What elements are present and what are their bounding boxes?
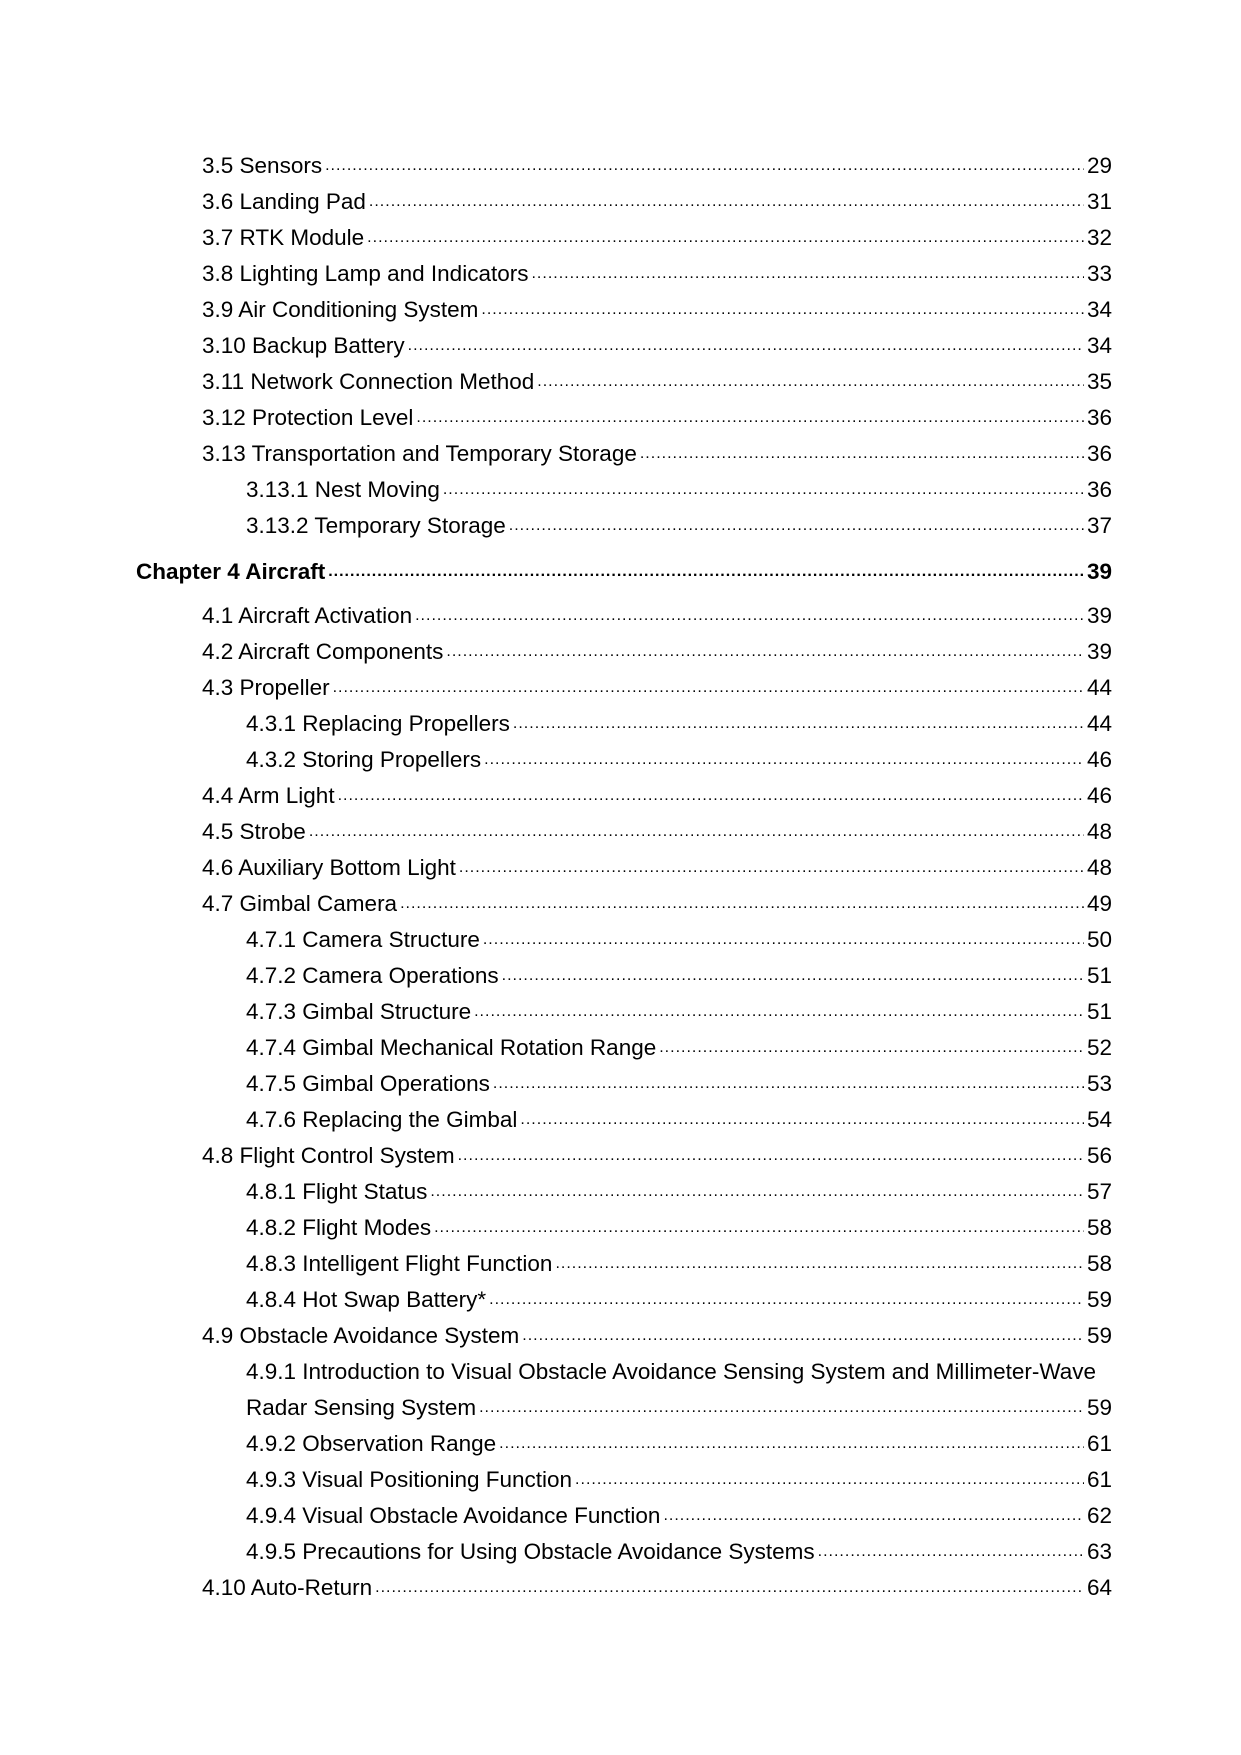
dot-leader	[458, 1138, 1084, 1174]
toc-entry-page: 63	[1086, 1539, 1112, 1564]
dot-leader	[415, 598, 1084, 634]
toc-entry-label-line2: Radar Sensing System	[246, 1395, 477, 1420]
toc-entry-page: 35	[1086, 369, 1112, 394]
toc-entry-page: 31	[1086, 189, 1112, 214]
toc-entry-page: 59	[1086, 1287, 1112, 1312]
toc-entry-page: 33	[1086, 261, 1112, 286]
toc-entry-label-line1: 4.9.1 Introduction to Visual Obstacle Avoidance Sensing System and Millimeter-Wave	[246, 1359, 1097, 1384]
toc-entry-page: 57	[1086, 1179, 1112, 1204]
toc-entry[interactable]	[136, 472, 1112, 508]
toc-entry[interactable]	[136, 292, 1112, 328]
toc-entry-page: 44	[1086, 711, 1112, 736]
toc-entry-page: 50	[1086, 927, 1112, 952]
toc-entry[interactable]	[136, 1174, 1112, 1210]
toc-entry[interactable]	[136, 598, 1112, 634]
toc-entry[interactable]	[136, 742, 1112, 778]
toc-entry[interactable]	[136, 328, 1112, 364]
dot-leader	[474, 994, 1084, 1030]
toc-entry-page: 61	[1086, 1431, 1112, 1456]
toc-entry-page: 61	[1086, 1467, 1112, 1492]
dot-leader	[499, 1426, 1084, 1462]
toc-entry-label: 4.7.1 Camera Structure	[246, 927, 480, 952]
toc-entry-label: 4.9.3 Visual Positioning Function	[246, 1467, 573, 1492]
toc-entry-label: 4.9 Obstacle Avoidance System	[202, 1323, 520, 1348]
toc-entry-page: 36	[1086, 405, 1112, 430]
toc-entry-page: 53	[1086, 1071, 1112, 1096]
dot-leader	[328, 554, 1084, 590]
toc-entry[interactable]	[136, 1246, 1112, 1282]
toc-entry[interactable]	[136, 256, 1112, 292]
toc-chapter-heading[interactable]	[136, 554, 1112, 590]
dot-leader	[509, 508, 1084, 544]
toc-entry[interactable]	[136, 778, 1112, 814]
dot-leader	[430, 1174, 1084, 1210]
dot-leader	[489, 1282, 1084, 1318]
toc-entry-label: 4.3 Propeller	[202, 675, 330, 700]
toc-entry-label: 4.7 Gimbal Camera	[202, 891, 398, 916]
toc-entry-label: 3.7 RTK Module	[202, 225, 365, 250]
toc-entry[interactable]	[136, 886, 1112, 922]
toc-entry[interactable]	[136, 1498, 1112, 1534]
toc-entry-page: 49	[1086, 891, 1112, 916]
toc-entry[interactable]	[136, 220, 1112, 256]
toc-entry-page: 64	[1086, 1575, 1112, 1600]
dot-leader	[400, 886, 1084, 922]
toc-entry[interactable]	[136, 508, 1112, 544]
toc-entry-page: 59	[1086, 1395, 1112, 1420]
toc-entry-label: 4.8.4 Hot Swap Battery*	[246, 1287, 487, 1312]
dot-leader	[309, 814, 1084, 850]
dot-leader	[481, 292, 1084, 328]
dot-leader	[333, 670, 1084, 706]
toc-entry[interactable]	[136, 1066, 1112, 1102]
toc-entry[interactable]	[136, 1534, 1112, 1570]
toc-entry-page: 29	[1086, 153, 1112, 178]
dot-leader	[555, 1246, 1084, 1282]
toc-entry-label: 4.8.3 Intelligent Flight Function	[246, 1251, 553, 1276]
dot-leader	[484, 742, 1084, 778]
toc-entry[interactable]	[136, 436, 1112, 472]
toc-entry-label: 3.5 Sensors	[202, 153, 323, 178]
toc-entry[interactable]	[136, 364, 1112, 400]
toc-entry[interactable]	[136, 922, 1112, 958]
dot-leader	[338, 778, 1084, 814]
dot-leader	[513, 706, 1084, 742]
toc-entry[interactable]	[136, 994, 1112, 1030]
toc-entry-label: 3.13.2 Temporary Storage	[246, 513, 506, 538]
toc-entry-label: 4.5 Strobe	[202, 819, 306, 844]
toc-entry-page: 48	[1086, 855, 1112, 880]
dot-leader	[446, 634, 1084, 670]
toc-entry[interactable]	[136, 1138, 1112, 1174]
toc-entry-page: 51	[1086, 963, 1112, 988]
dot-leader	[818, 1534, 1084, 1570]
toc-entry-label: 3.8 Lighting Lamp and Indicators	[202, 261, 529, 286]
toc-entry-label: 3.6 Landing Pad	[202, 189, 366, 214]
toc-entry-page: 62	[1086, 1503, 1112, 1528]
dot-leader	[479, 1390, 1084, 1426]
dot-leader	[325, 148, 1084, 184]
toc-entry-page: 37	[1086, 513, 1112, 538]
toc-entry[interactable]	[136, 634, 1112, 670]
toc-entry[interactable]	[136, 958, 1112, 994]
toc-entry-label: 4.6 Auxiliary Bottom Light	[202, 855, 456, 880]
toc-entry-4-9-1[interactable]	[136, 1354, 1112, 1426]
toc-entry-page: 48	[1086, 819, 1112, 844]
toc-entry[interactable]	[136, 1426, 1112, 1462]
toc-entry-page: 32	[1086, 225, 1112, 250]
toc-entry-label: 4.8.1 Flight Status	[246, 1179, 428, 1204]
toc-entry[interactable]	[136, 850, 1112, 886]
toc-entry-label: 4.7.5 Gimbal Operations	[246, 1071, 490, 1096]
toc-entry[interactable]	[136, 1282, 1112, 1318]
toc-entry[interactable]	[136, 706, 1112, 742]
toc-entry-label: 4.7.2 Camera Operations	[246, 963, 499, 988]
dot-leader	[640, 436, 1084, 472]
toc-entry-label: 4.2 Aircraft Components	[202, 639, 444, 664]
dot-leader	[502, 958, 1084, 994]
toc-entry-page: 56	[1086, 1143, 1112, 1168]
toc-entry-page: 34	[1086, 333, 1112, 358]
toc-entry[interactable]	[136, 814, 1112, 850]
toc-entry[interactable]	[136, 670, 1112, 706]
toc-entry-page: 36	[1086, 441, 1112, 466]
toc-entry-label: 4.4 Arm Light	[202, 783, 335, 808]
toc-entry-label: 4.9.2 Observation Range	[246, 1431, 497, 1456]
dot-leader	[408, 328, 1084, 364]
dot-leader	[483, 922, 1084, 958]
toc-entry-label: 3.10 Backup Battery	[202, 333, 405, 358]
dot-leader	[522, 1318, 1084, 1354]
toc-entry-label: Chapter 4 Aircraft	[136, 559, 326, 584]
dot-leader	[493, 1066, 1084, 1102]
toc-entry[interactable]	[136, 1570, 1112, 1606]
toc-entry-label: 4.3.1 Replacing Propellers	[246, 711, 510, 736]
toc-entry-page: 59	[1086, 1323, 1112, 1348]
toc-entry[interactable]	[136, 1462, 1112, 1498]
dot-leader	[369, 184, 1084, 220]
toc-entry[interactable]	[136, 400, 1112, 436]
toc-entry-page: 36	[1086, 477, 1112, 502]
toc-entry-page: 39	[1086, 639, 1112, 664]
toc-entry-page: 58	[1086, 1215, 1112, 1240]
dot-leader	[416, 400, 1084, 436]
dot-leader	[531, 256, 1083, 292]
toc-entry-page: 51	[1086, 999, 1112, 1024]
toc-entry-page: 39	[1086, 559, 1112, 584]
toc-entry-page: 54	[1086, 1107, 1112, 1132]
toc-entry-page: 39	[1086, 603, 1112, 628]
toc-entries-section-after	[136, 1426, 1112, 1606]
dot-leader	[537, 364, 1084, 400]
toc-entry-label: 4.8 Flight Control System	[202, 1143, 455, 1168]
toc-entry-label: 4.1 Aircraft Activation	[202, 603, 413, 628]
toc-entry[interactable]	[136, 184, 1112, 220]
dot-leader	[375, 1570, 1084, 1606]
toc-entry-page: 34	[1086, 297, 1112, 322]
toc-entries-section	[136, 148, 1112, 1354]
toc-entry-label: 3.13 Transportation and Temporary Storage	[202, 441, 637, 466]
toc-entry-page: 58	[1086, 1251, 1112, 1276]
dot-leader	[663, 1498, 1084, 1534]
toc-entry-label: 3.13.1 Nest Moving	[246, 477, 440, 502]
toc-entry-label: 4.7.3 Gimbal Structure	[246, 999, 472, 1024]
dot-leader	[659, 1030, 1084, 1066]
toc-entry-line2	[246, 1390, 1112, 1426]
toc-entry-page: 44	[1086, 675, 1112, 700]
toc-entry-label: 4.7.4 Gimbal Mechanical Rotation Range	[246, 1035, 657, 1060]
toc-entry-page: 46	[1086, 783, 1112, 808]
toc-entry-page: 52	[1086, 1035, 1112, 1060]
toc-entry-label: 4.7.6 Replacing the Gimbal	[246, 1107, 518, 1132]
dot-leader	[459, 850, 1084, 886]
dot-leader	[367, 220, 1084, 256]
toc-entry[interactable]	[136, 1318, 1112, 1354]
toc-entry[interactable]	[136, 1030, 1112, 1066]
toc-entry-label: 3.12 Protection Level	[202, 405, 414, 430]
toc-entry-label: 4.3.2 Storing Propellers	[246, 747, 482, 772]
dot-leader	[443, 472, 1084, 508]
toc-entry-label: 3.9 Air Conditioning System	[202, 297, 479, 322]
toc-entry-label: 4.9.4 Visual Obstacle Avoidance Function	[246, 1503, 661, 1528]
toc-entry-label: 4.8.2 Flight Modes	[246, 1215, 432, 1240]
table-of-contents	[136, 148, 1112, 1606]
dot-leader	[520, 1102, 1084, 1138]
toc-entry[interactable]	[136, 1210, 1112, 1246]
dot-leader	[434, 1210, 1084, 1246]
toc-entry-label: 4.9.5 Precautions for Using Obstacle Avoidance Systems	[246, 1539, 815, 1564]
dot-leader	[575, 1462, 1084, 1498]
toc-entry-page: 46	[1086, 747, 1112, 772]
toc-entry-label: 3.11 Network Connection Method	[202, 369, 535, 394]
toc-entry[interactable]	[136, 148, 1112, 184]
toc-entry[interactable]	[136, 1102, 1112, 1138]
toc-entry-label: 4.10 Auto-Return	[202, 1575, 373, 1600]
